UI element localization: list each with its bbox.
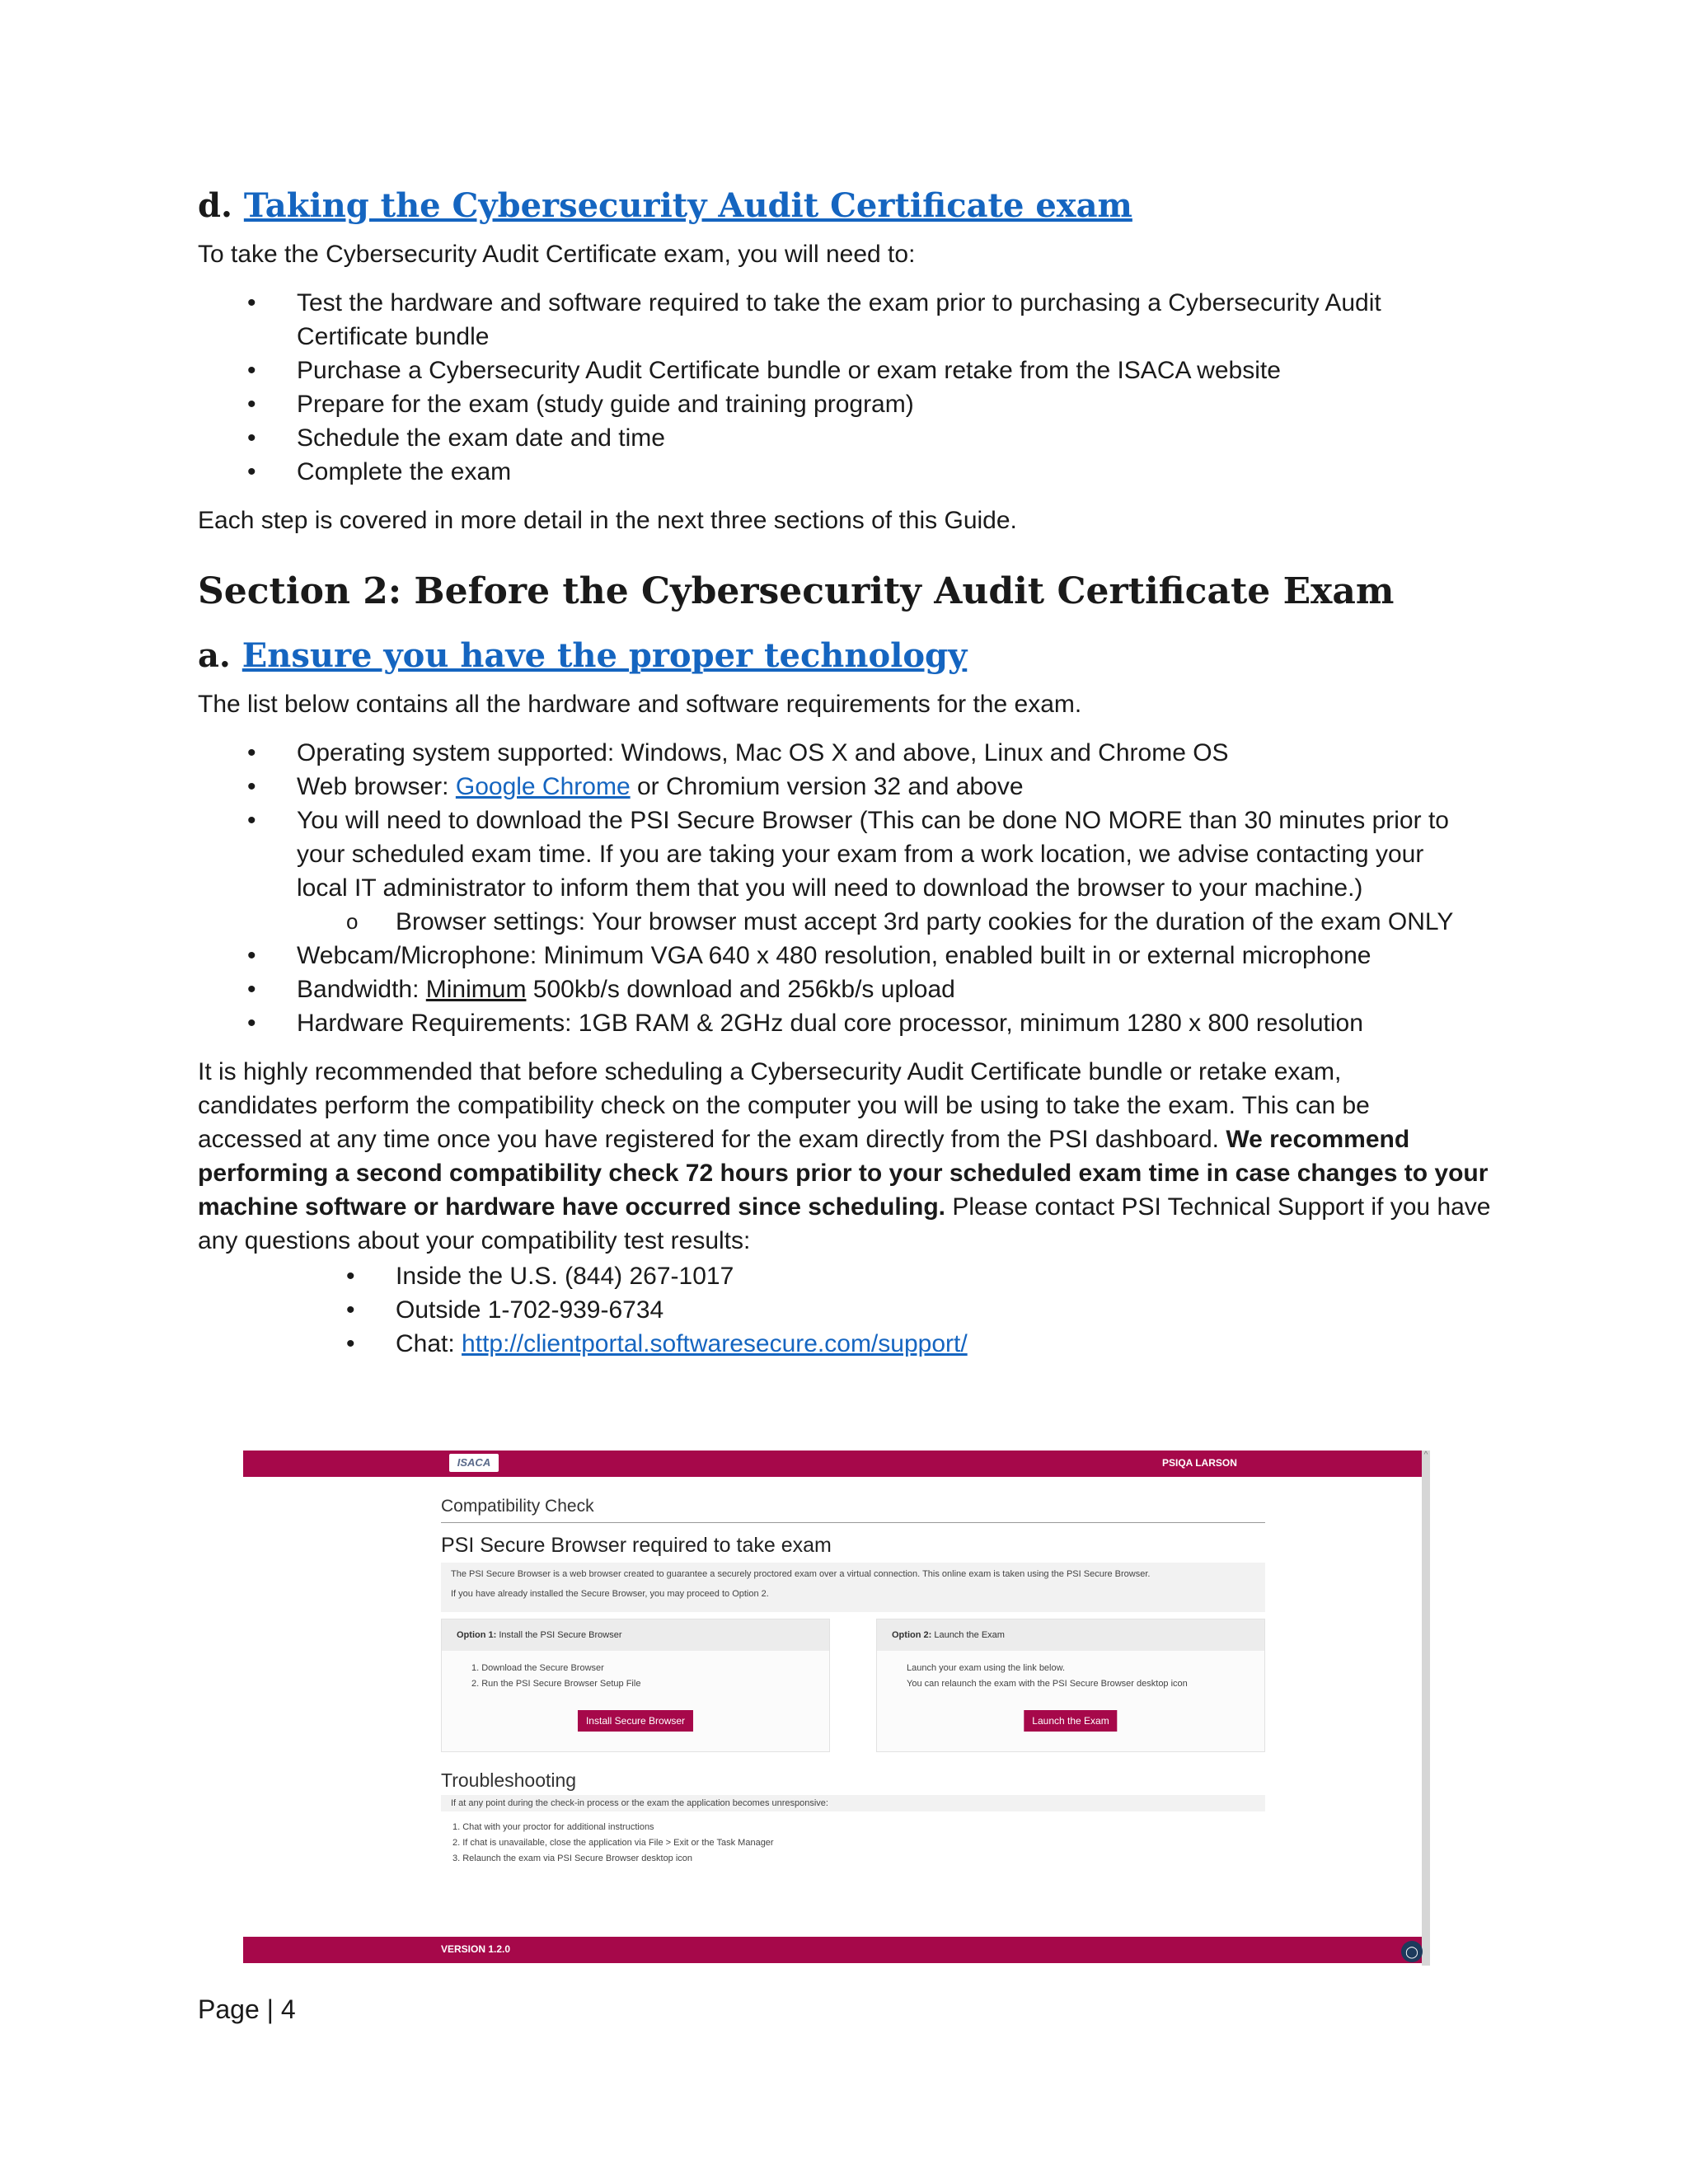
bullet-icon: • — [247, 739, 256, 766]
bullet-icon: • — [247, 1010, 256, 1037]
section2-title: Section 2: Before the Cybersecurity Audit Certificate Exam — [198, 570, 1395, 612]
option1-steps: 1. Download the Secure Browser 2. Run the PSI Secure Browser Setup File — [471, 1663, 641, 1689]
list-item: • Bandwidth: Minimum 500kb/s download and 256kb/s upload — [198, 972, 1500, 1006]
heading-taking-exam — [198, 183, 1500, 229]
technology-intro: The list below contains all the hardware and software requirements for the exam. — [198, 691, 1082, 718]
option2-panel — [876, 1619, 1265, 1752]
bullet-icon: • — [247, 942, 256, 969]
page-content — [198, 183, 1500, 1376]
list-item: • Web browser: Google Chrome or Chromium version 32 and above — [198, 770, 1500, 804]
options-row — [441, 1619, 1265, 1752]
support-list — [198, 1259, 1500, 1361]
screenshot-header-bar — [243, 1451, 1422, 1477]
recommendation-paragraph: It is highly recommended that before scheduling a Cybersecurity Audit Certificate bundle or retake exam, candidates perform the compatibility check on the computer you will be using to take the exam. This can be accessed at any time once you have registered for the exam directly from the PSI dashboard. We recommend performing a second compatibility check 72 hours prior to your scheduled exam time in case changes to your machine software or hardware have occurred since scheduling. Please contact PSI Technical Support if you have any questions about your compatibility test results: — [198, 1058, 1491, 1254]
heading-prefix: a. — [198, 636, 231, 675]
heading-technology — [198, 633, 1500, 679]
bullet-icon: • — [247, 458, 256, 485]
hollow-circle-icon: o — [346, 909, 359, 934]
option2-header: Option 2: Launch the Exam — [877, 1619, 1264, 1651]
heading-prefix: d. — [198, 186, 232, 225]
isaca-logo: ISACA — [449, 1454, 499, 1472]
troubleshooting-note: If at any point during the check-in process or the exam the application becomes unresponsive: — [441, 1795, 1265, 1811]
requirements-list — [198, 736, 1500, 1040]
list-item: • Webcam/Microphone: Minimum VGA 640 x 480 resolution, enabled built in or external microphone — [198, 939, 1500, 972]
list-item: o Browser settings: Your browser must accept 3rd party cookies for the duration of the exam ONLY — [198, 905, 1500, 939]
divider — [441, 1522, 1265, 1523]
option2-text: Launch your exam using the link below. You can relaunch the exam with the PSI Secure Browser desktop icon — [907, 1663, 1188, 1689]
list-item: • Purchase a Cybersecurity Audit Certificate bundle or exam retake from the ISACA website — [198, 354, 1500, 387]
version-label: VERSION 1.2.0 — [441, 1943, 511, 1955]
list-item: • You will need to download the PSI Secure Browser (This can be done NO MORE than 30 minutes prior to your scheduled exam time. If you are taking your exam from a work location, we advise contacting your local IT administrator to inform them that you will need to download the browser to your machine.) — [198, 804, 1500, 905]
launch-exam-button[interactable]: Launch the Exam — [1024, 1710, 1117, 1732]
option1-panel — [441, 1619, 830, 1752]
list-item: • Test the hardware and software required to take the exam prior to purchasing a Cybersecurity Audit Certificate bundle — [198, 286, 1500, 354]
list-item: • Hardware Requirements: 1GB RAM & 2GHz dual core processor, minimum 1280 x 800 resolution — [198, 1006, 1500, 1040]
list-item: • Inside the U.S. (844) 267-1017 — [198, 1259, 1500, 1293]
bullet-icon: • — [247, 807, 256, 834]
bullet-icon: • — [346, 1296, 355, 1324]
technology-link[interactable]: Ensure you have the proper technology — [241, 636, 968, 675]
screenshot-footer-bar — [243, 1937, 1422, 1963]
page-number: Page | 4 — [198, 1994, 296, 2024]
bullet-icon: • — [346, 1263, 355, 1290]
compatibility-title: Compatibility Check — [441, 1497, 594, 1516]
exam-steps-list — [198, 286, 1500, 489]
secure-browser-title: PSI Secure Browser required to take exam — [441, 1534, 832, 1557]
list-item: • Operating system supported: Windows, Mac OS X and above, Linux and Chrome OS — [198, 736, 1500, 770]
bullet-icon: • — [247, 773, 256, 800]
compatibility-check-screenshot — [243, 1451, 1430, 1966]
bullet-icon: • — [247, 424, 256, 452]
support-chat-link[interactable]: http://clientportal.softwaresecure.com/support/ — [462, 1330, 968, 1357]
list-item: • Complete the exam — [198, 455, 1500, 489]
screenshot-body — [441, 1496, 1265, 1867]
scrollbar[interactable] — [1422, 1451, 1430, 1966]
list-item: • Prepare for the exam (study guide and training program) — [198, 387, 1500, 421]
taking-exam-link[interactable]: Taking the Cybersecurity Audit Certificate exam — [243, 186, 1132, 225]
chat-icon[interactable]: ◯ — [1401, 1941, 1423, 1962]
install-secure-browser-button[interactable]: Install Secure Browser — [578, 1710, 693, 1732]
bullet-icon: • — [247, 357, 256, 384]
bullet-icon: • — [247, 391, 256, 418]
taking-exam-intro: To take the Cybersecurity Audit Certificate exam, you will need to: — [198, 241, 916, 268]
google-chrome-link[interactable]: Google Chrome — [455, 773, 631, 800]
taking-exam-outro: Each step is covered in more detail in the next three sections of this Guide. — [198, 507, 1017, 534]
bullet-icon: • — [346, 1330, 355, 1357]
list-item: • Chat: http://clientportal.softwaresecure.com/support/ — [198, 1327, 1500, 1361]
list-item: • Schedule the exam date and time — [198, 421, 1500, 455]
list-item: • Outside 1-702-939-6734 — [198, 1293, 1500, 1327]
troubleshooting-title: Troubleshooting — [441, 1769, 577, 1791]
bullet-icon: • — [247, 289, 256, 316]
option1-header: Option 1: Install the PSI Secure Browser — [442, 1619, 829, 1651]
secure-browser-intro: The PSI Secure Browser is a web browser created to guarantee a securely proctored exam over a virtual connection. This online exam is taken using the PSI Secure Browser. If you have already installed the Secure Browser, you may proceed to Option 2. — [441, 1563, 1265, 1612]
troubleshooting-steps: 1. Chat with your proctor for additional instructions 2. If chat is unavailable, close the application via File > Exit or the Task Manager 3. Relaunch the exam via PSI Secure Browser desktop icon — [452, 1822, 774, 1863]
user-name: PSIQA LARSON — [1162, 1457, 1237, 1469]
scroll-up-icon[interactable]: ^ — [1423, 1451, 1428, 1460]
bullet-icon: • — [247, 976, 256, 1003]
